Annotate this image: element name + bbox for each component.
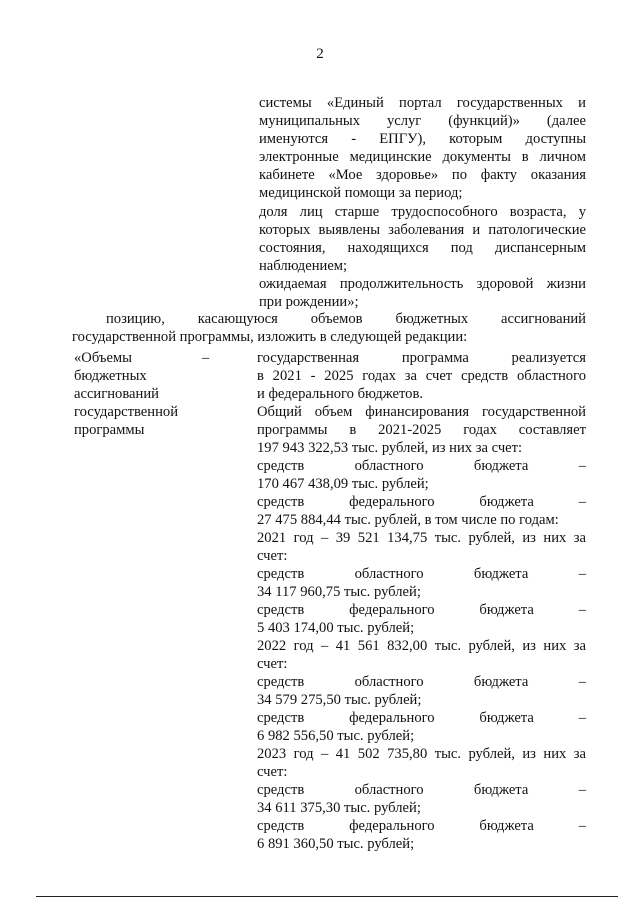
funding-line: 2022 год – 41 561 832,00 тыс. рублей, из них за — [257, 638, 586, 654]
funding-line: 34 117 960,75 тыс. рублей; — [257, 584, 421, 600]
intro-line: государственной программы, изложить в следующей редакции: — [72, 329, 468, 345]
funding-line: счет: — [257, 656, 288, 672]
upper-line: доля лиц старше трудоспособного возраста, у — [259, 204, 586, 220]
upper-line: муниципальных услуг (функций)» (далее — [259, 113, 586, 129]
funding-line: 27 475 884,44 тыс. рублей, в том числе по годам: — [257, 512, 559, 528]
funding-line: государственная программа реализуется — [257, 350, 586, 366]
funding-line: 5 403 174,00 тыс. рублей; — [257, 620, 415, 636]
funding-line: счет: — [257, 548, 288, 564]
label-line: «Объемы — [74, 350, 132, 366]
funding-line: программы в 2021-2025 годах составляет — [257, 422, 586, 438]
upper-line: системы «Единый портал государственных и — [259, 95, 586, 111]
intro-line: позицию, касающуюся объемов бюджетных ассигнований — [106, 311, 586, 327]
upper-line: наблюдением; — [259, 258, 348, 274]
upper-line: состояния, находящихся под диспансерным — [259, 240, 586, 256]
upper-line: кабинете «Мое здоровье» по факту оказания — [259, 167, 586, 183]
upper-line: которых выявлены заболевания и патологические — [259, 222, 586, 238]
funding-line: 6 982 556,50 тыс. рублей; — [257, 728, 415, 744]
label-line: бюджетных — [74, 368, 147, 384]
funding-line: средств федерального бюджета – — [257, 710, 586, 726]
funding-line: средств областного бюджета – — [257, 782, 586, 798]
funding-line: средств областного бюджета – — [257, 458, 586, 474]
page-number: 2 — [316, 46, 324, 62]
funding-line: 2023 год – 41 502 735,80 тыс. рублей, из них за — [257, 746, 586, 762]
label-line: ассигнований — [74, 386, 159, 402]
upper-line: при рождении»; — [259, 294, 359, 310]
funding-line: средств федерального бюджета – — [257, 818, 586, 834]
funding-line: 170 467 438,09 тыс. рублей; — [257, 476, 429, 492]
funding-line: Общий объем финансирования государственной — [257, 404, 586, 420]
funding-line: средств областного бюджета – — [257, 566, 586, 582]
label-line: программы — [74, 422, 145, 438]
page-bottom-rule — [36, 896, 618, 897]
funding-line: средств федерального бюджета – — [257, 494, 586, 510]
funding-line: 6 891 360,50 тыс. рублей; — [257, 836, 415, 852]
label-dash: – — [202, 350, 210, 366]
funding-line: 2021 год – 39 521 134,75 тыс. рублей, из них за — [257, 530, 586, 546]
funding-line: средств федерального бюджета – — [257, 602, 586, 618]
label-line: государственной — [74, 404, 179, 420]
funding-line: средств областного бюджета – — [257, 674, 586, 690]
funding-line: 34 579 275,50 тыс. рублей; — [257, 692, 422, 708]
upper-line: медицинской помощи за период; — [259, 185, 463, 201]
funding-line: 34 611 375,30 тыс. рублей; — [257, 800, 421, 816]
upper-line: именуются - ЕПГУ), которым доступны — [259, 131, 586, 147]
upper-line: электронные медицинские документы в личном — [259, 149, 586, 165]
funding-line: счет: — [257, 764, 288, 780]
funding-line: 197 943 322,53 тыс. рублей, из них за счет: — [257, 440, 523, 456]
upper-line: ожидаемая продолжительность здоровой жизни — [259, 276, 586, 292]
funding-line: в 2021 - 2025 годах за счет средств областного — [257, 368, 586, 384]
funding-line: и федерального бюджетов. — [257, 386, 424, 402]
